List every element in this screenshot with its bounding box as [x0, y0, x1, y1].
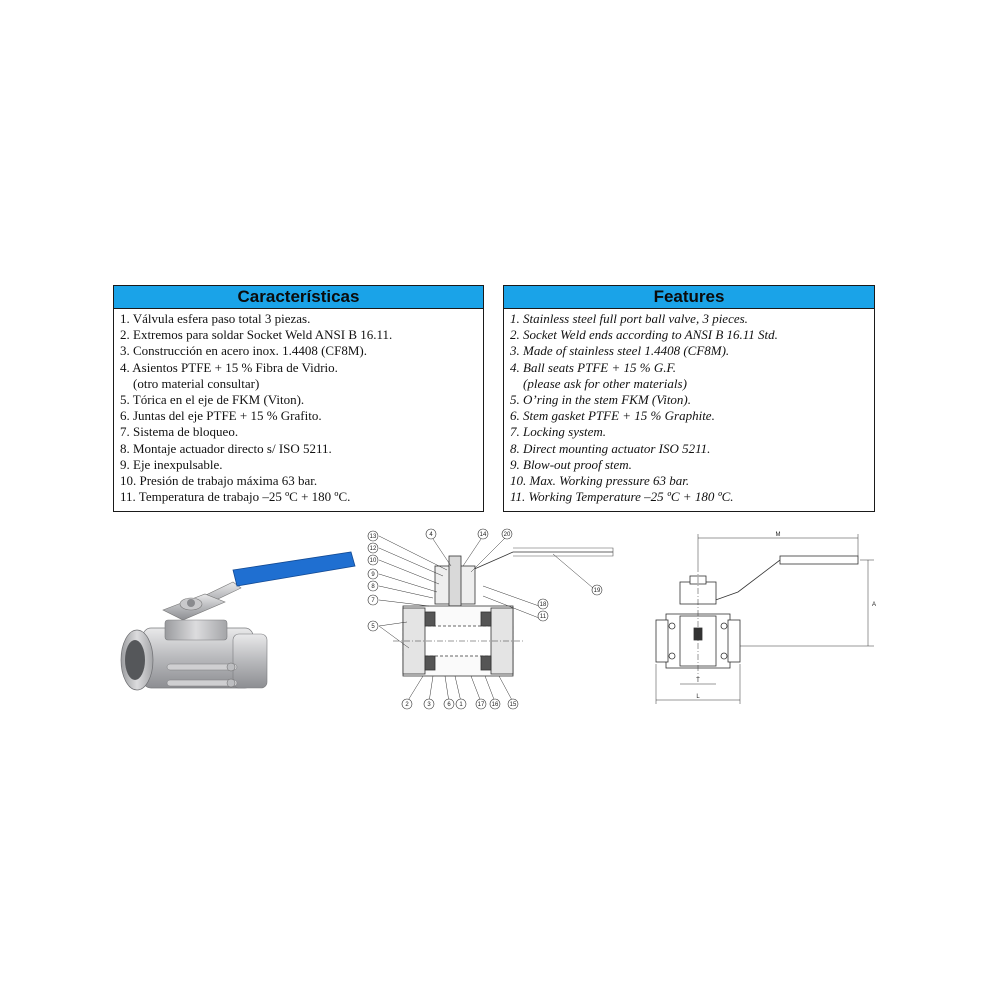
feature-item: 6. Stem gasket PTFE + 15 % Graphite. — [510, 408, 715, 424]
features-list-es — [114, 311, 483, 505]
callout-label: 12 — [369, 546, 377, 552]
section-seat — [425, 612, 435, 626]
callout-label: 11 — [539, 614, 547, 620]
end-cap-right — [233, 634, 267, 688]
feature-item: 2. Extremos para soldar Socket Weld ANSI B 16.11. — [120, 327, 393, 343]
feature-item: 6. Juntas del eje PTFE + 15 % Grafito. — [120, 408, 322, 424]
feature-item: 10. Max. Working pressure 63 bar. — [510, 473, 690, 489]
features-panel-es — [113, 285, 484, 512]
bolt-nut — [227, 679, 235, 687]
feature-item: 2. Socket Weld ends according to ANSI B 16.11 Std. — [510, 327, 778, 343]
callout-label: 2 — [405, 702, 409, 708]
valve-product-photo — [113, 548, 363, 708]
section-seat — [425, 656, 435, 670]
dim-label-l: L — [696, 694, 700, 700]
dim-handle-grip — [780, 556, 858, 564]
callout-label: 6 — [447, 702, 451, 708]
port-opening — [125, 640, 145, 680]
features-panel-es-title: Características — [114, 286, 483, 309]
callout-label: 16 — [491, 702, 499, 708]
dim-label-m: M — [775, 532, 781, 538]
callout-label: 17 — [477, 702, 485, 708]
feature-item: 7. Locking system. — [510, 424, 607, 440]
callout-label: 9 — [371, 572, 375, 578]
callout-label: 10 — [369, 558, 377, 564]
valve-bonnet — [165, 620, 227, 640]
valve-dimension-drawing — [640, 526, 882, 710]
section-handle — [463, 552, 613, 574]
section-seat — [481, 656, 491, 670]
body-bolt — [167, 680, 237, 686]
feature-item: 5. O’ring in the stem FKM (Viton). — [510, 392, 692, 408]
features-panel-en-title: Features — [504, 286, 874, 309]
callout-label: 13 — [369, 534, 377, 540]
feature-item: 7. Sistema de bloqueo. — [120, 424, 239, 440]
section-stem — [449, 556, 461, 606]
valve-section-drawing — [363, 526, 620, 712]
feature-item: 9. Blow-out proof stem. — [510, 456, 632, 472]
body-bolt — [167, 664, 237, 670]
dim-end-left — [656, 620, 668, 662]
callout-label: 20 — [503, 532, 511, 538]
callout-label: 4 — [429, 532, 433, 538]
feature-item: 1. Stainless steel full port ball valve, 3 pieces. — [510, 311, 748, 326]
dim-label-t: T — [696, 678, 700, 684]
callout-label: 14 — [479, 532, 487, 538]
feature-item: 3. Made of stainless steel 1.4408 (CF8M). — [510, 343, 730, 359]
callout-label: 7 — [371, 598, 375, 604]
feature-item: 4. Asientos PTFE + 15 % Fibra de Vidrio. — [120, 359, 338, 375]
feature-item: 11. Temperatura de trabajo –25 ºC + 180 ºC. — [120, 489, 351, 505]
callout-label: 3 — [427, 702, 431, 708]
features-list-en — [504, 311, 874, 505]
section-seat — [481, 612, 491, 626]
stem-top — [187, 599, 195, 607]
leader-lines — [407, 676, 513, 702]
feature-item: (please ask for other materials) — [510, 375, 687, 391]
callout-label: 15 — [509, 702, 517, 708]
feature-item: (otro material consultar) — [120, 375, 260, 391]
dim-label-a: A — [871, 602, 877, 608]
feature-item: 8. Direct mounting actuator ISO 5211. — [510, 440, 711, 456]
feature-item: 9. Eje inexpulsable. — [120, 456, 223, 472]
feature-item: 5. Tórica en el eje de FKM (Viton). — [120, 392, 305, 408]
bolt-nut — [227, 663, 235, 671]
feature-item: 3. Construcción en acero inox. 1.4408 (CF8M). — [120, 343, 367, 359]
callout-label: 18 — [539, 602, 547, 608]
feature-item: 8. Montaje actuador directo s/ ISO 5211. — [120, 440, 332, 456]
feature-item: 1. Válvula esfera paso total 3 piezas. — [120, 311, 311, 326]
callout-label: 1 — [459, 702, 463, 708]
feature-item: 4. Ball seats PTFE + 15 % G.F. — [510, 359, 676, 375]
dim-end-right — [728, 620, 740, 662]
handle-grip-blue — [233, 552, 355, 586]
features-panel-en — [503, 285, 875, 512]
feature-item: 11. Working Temperature –25 ºC + 180 ºC. — [510, 489, 734, 505]
callout-label: 5 — [371, 624, 375, 630]
callout-label: 19 — [593, 588, 601, 594]
feature-item: 10. Presión de trabajo máxima 63 bar. — [120, 473, 318, 489]
callout-label: 8 — [371, 584, 375, 590]
